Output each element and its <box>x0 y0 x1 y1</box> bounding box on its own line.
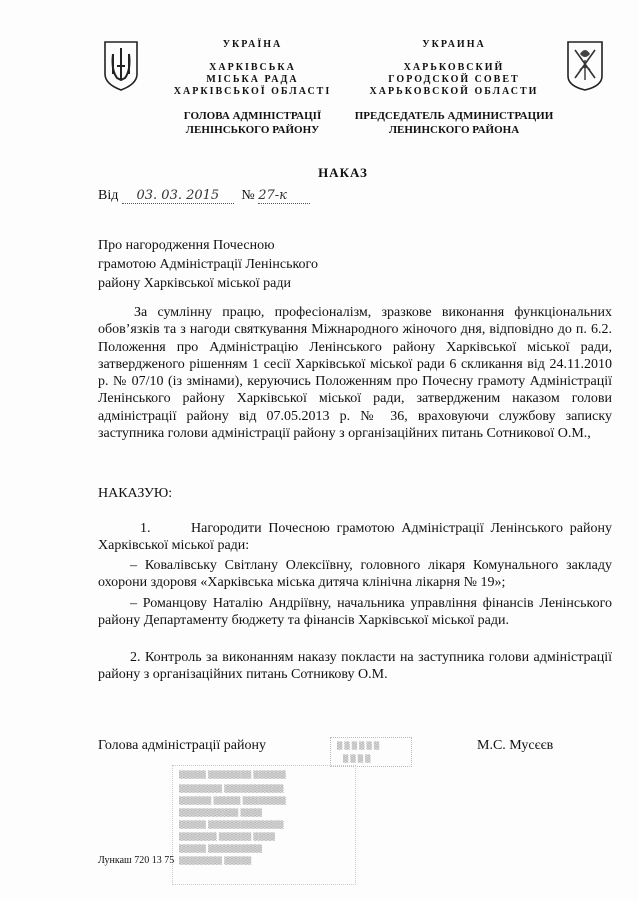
order-item-1: 1. Нагородити Почесною грамотою Адміністрації Ленінського району Харківської міської ради: <box>98 521 616 553</box>
date-handwritten: 03. 03. 2015 <box>122 188 234 204</box>
header-right-org-line3: ХАРЬКОВСКОЙ ОБЛАСТИ <box>369 86 539 97</box>
header-left-position-line2: ЛЕНІНСЬКОГО РАЙОНУ <box>185 124 320 136</box>
order-item-2: 2. Контроль за виконанням наказу покласти на заступника голови адміністрації району з організаційних питань Сотникову О.М. <box>98 650 612 682</box>
subject <box>98 236 398 293</box>
header-right-country: УКРАИНА <box>422 39 486 50</box>
header-left-country: УКРАЇНА <box>222 39 283 50</box>
kharkiv-city-emblem-icon <box>566 40 604 92</box>
signature-name: М.С. Мусєєв <box>477 738 554 753</box>
header-left-org-line1: ХАРКІВСЬКА <box>209 62 296 73</box>
order-item-1-recipient-a: – Ковалівську Світлану Олексіївну, головного лікаря Комунального закладу охорони здоровя «Харківська міська дитяча клінічна лікарня № 19»; <box>98 558 612 590</box>
preamble-paragraph: За сумлінну працю, професіоналізм, зразкове виконання функціональних обов’язків та з нагоди святкування Міжнародного жіночого дня, відповідно до п. 6.2. Положення про Адміністрацію Ленінського району Харківської міської ради, затвердженого рішенням 1 сесії Харківської міської ради 6 скликання від 24.11.2010 р. № 07/10 (із змінами), керуючись Положенням про Почесну грамоту Адміністрації Ленінського району Харківської міської ради, затвердженим наказом голови адміністрації району від 07.05.2013 р. № 36, враховуючи службову записку заступника голови адміністрації району з організаційних питань Сотникової О.М., <box>98 305 612 442</box>
signature-stamp: ▒▒▒▒▒▒ ▒▒▒▒ <box>330 737 412 767</box>
ukraine-trident-emblem-icon <box>103 40 139 92</box>
subject-line2: грамотою Адміністрації Ленінського <box>98 257 318 272</box>
order-word: НАКАЗУЮ: <box>98 486 173 501</box>
header-right-org-line1: ХАРЬКОВСКИЙ <box>403 62 505 73</box>
header-right-org-line2: ГОРОДСКОЙ СОВЕТ <box>388 74 520 85</box>
header-right <box>348 39 560 137</box>
header-right-position-line2: ЛЕНИНСКОГО РАЙОНА <box>388 124 520 136</box>
registration-stamp: ▒▒▒▒▒ ▒▒▒▒▒▒▒▒ ▒▒▒▒▒▒ ▒▒▒▒▒▒▒▒ ▒▒▒▒▒▒▒▒▒▒▒ ▒▒▒▒▒▒ ▒▒▒▒▒ ▒▒▒▒▒▒▒▒ ▒▒▒▒▒▒▒▒▒▒▒ ▒▒▒▒ ▒▒▒▒▒ ▒▒▒▒▒▒▒▒▒▒▒▒▒▒ ▒▒▒▒▒▒▒ ▒▒▒▒▒▒ ▒▒▒▒ ▒▒▒▒▒ ▒▒▒▒▒▒▒▒▒▒ ▒▒▒▒▒▒▒▒ ▒▒▒▒▒ <box>172 765 356 885</box>
doc-type-title: НАКАЗ <box>318 165 368 180</box>
header-left-org-line3: ХАРКІВСЬКОЇ ОБЛАСТІ <box>173 86 332 97</box>
footer-contact: Лункаш 720 13 75 <box>98 855 175 866</box>
header-left <box>160 39 345 137</box>
date-prefix: Від <box>98 188 119 203</box>
date-number-line <box>98 188 418 204</box>
order-item-1-recipient-b: – Романцову Наталію Андріївну, начальника управління фінансів Ленінського району Департаменту бюджету та фінансів Харківської міської ради. <box>98 596 612 628</box>
subject-line1: Про нагородження Почесною <box>98 238 275 253</box>
signature-title: Голова адміністрації району <box>98 738 266 753</box>
number-handwritten: 27-к <box>258 188 310 204</box>
header-right-position-line1: ПРЕДСЕДАТЕЛЬ АДМИНИСТРАЦИИ <box>354 110 554 122</box>
number-prefix: № <box>241 188 255 203</box>
header-left-org-line2: МІСЬКА РАДА <box>206 74 299 85</box>
header-left-position-line1: ГОЛОВА АДМІНІСТРАЦІЇ <box>183 110 322 122</box>
subject-line3: району Харківської міської ради <box>98 276 291 291</box>
